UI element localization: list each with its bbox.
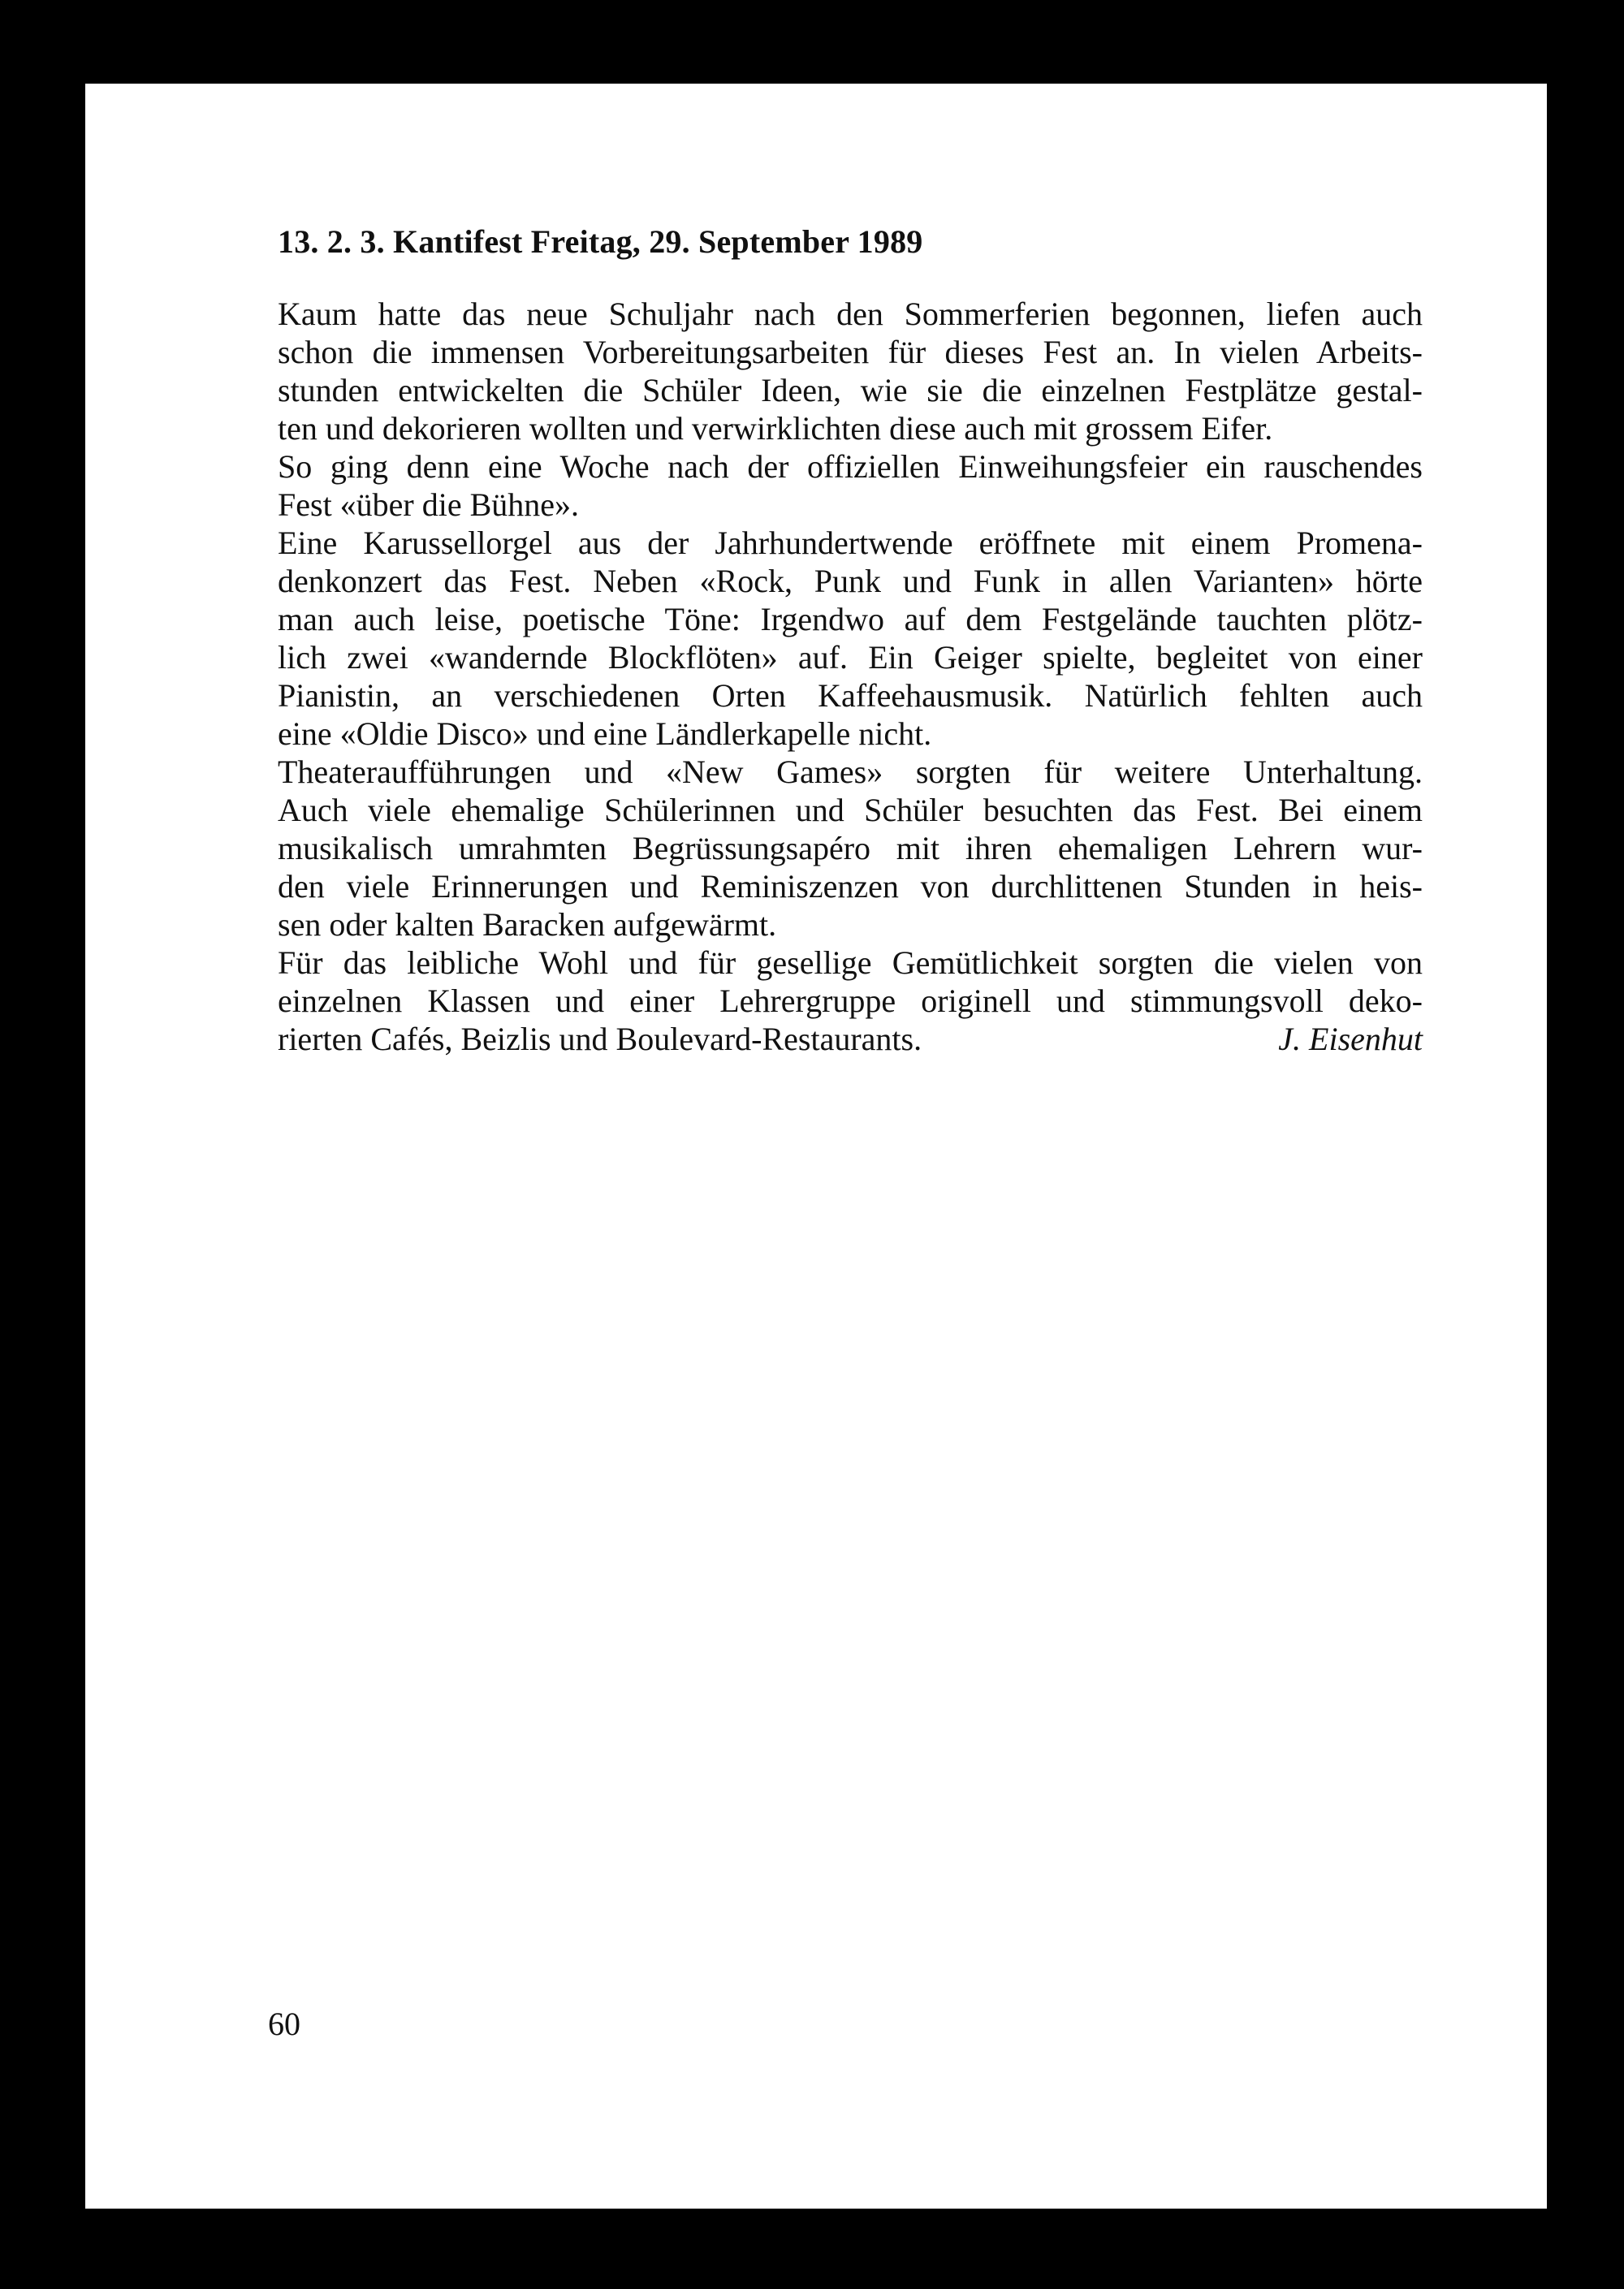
- text-line: denkonzert das Fest. Neben «Rock, Punk und Funk in allen Varianten» hörte: [278, 563, 1423, 599]
- text-line: Theateraufführungen und «New Games» sorgten für weitere Unterhaltung.: [278, 754, 1423, 790]
- document-page: [85, 84, 1547, 2209]
- text-line: Pianistin, an verschiedenen Orten Kaffeehausmusik. Natürlich fehlten auch: [278, 677, 1423, 714]
- text-line: stunden entwickelten die Schüler Ideen, wie sie die einzelnen Festplätze gestal-: [278, 372, 1423, 408]
- text-line: man auch leise, poetische Töne: Irgendwo auf dem Festgelände tauchten plötz-: [278, 601, 1423, 637]
- text-line: musikalisch umrahmten Begrüssungsapéro mit ihren ehemaligen Lehrern wur-: [278, 830, 1423, 866]
- text-line: schon die immensen Vorbereitungsarbeiten für dieses Fest an. In vielen Arbeits-: [278, 334, 1423, 370]
- text-line: sen oder kalten Baracken aufgewärmt.: [278, 906, 777, 943]
- text-line: den viele Erinnerungen und Reminiszenzen von durchlittenen Stunden in heis-: [278, 868, 1423, 905]
- text-line: So ging denn eine Woche nach der offiziellen Einweihungsfeier ein rauschendes: [278, 448, 1423, 485]
- text-line: Für das leibliche Wohl und für gesellige Gemütlichkeit sorgten die vielen von: [278, 944, 1423, 981]
- final-text: rierten Cafés, Beizlis und Boulevard-Restaurants.: [278, 1021, 922, 1057]
- page-number: 60: [268, 2006, 300, 2042]
- text-line: Fest «über die Bühne».: [278, 486, 580, 523]
- text-line: Kaum hatte das neue Schuljahr nach den Sommerferien begonnen, liefen auch: [278, 296, 1423, 332]
- author-signature: J. Eisenhut: [1278, 1021, 1423, 1057]
- text-line: Eine Karussellorgel aus der Jahrhundertwende eröffnete mit einem Promena-: [278, 525, 1423, 561]
- text-line: eine «Oldie Disco» und eine Ländlerkapelle nicht.: [278, 715, 932, 752]
- text-line: lich zwei «wandernde Blockflöten» auf. Ein Geiger spielte, begleitet von einer: [278, 639, 1423, 676]
- text-line: Auch viele ehemalige Schülerinnen und Schüler besuchten das Fest. Bei einem: [278, 792, 1423, 828]
- text-line: einzelnen Klassen und einer Lehrergruppe originell und stimmungsvoll deko-: [278, 983, 1423, 1019]
- text-line: ten und dekorieren wollten und verwirklichten diese auch mit grossem Eifer.: [278, 410, 1273, 447]
- section-heading: 13. 2. 3. Kantifest Freitag, 29. September 1989: [278, 223, 923, 260]
- body-text: [278, 295, 1423, 1058]
- article: [278, 222, 1423, 1058]
- final-line: [278, 1020, 1423, 1058]
